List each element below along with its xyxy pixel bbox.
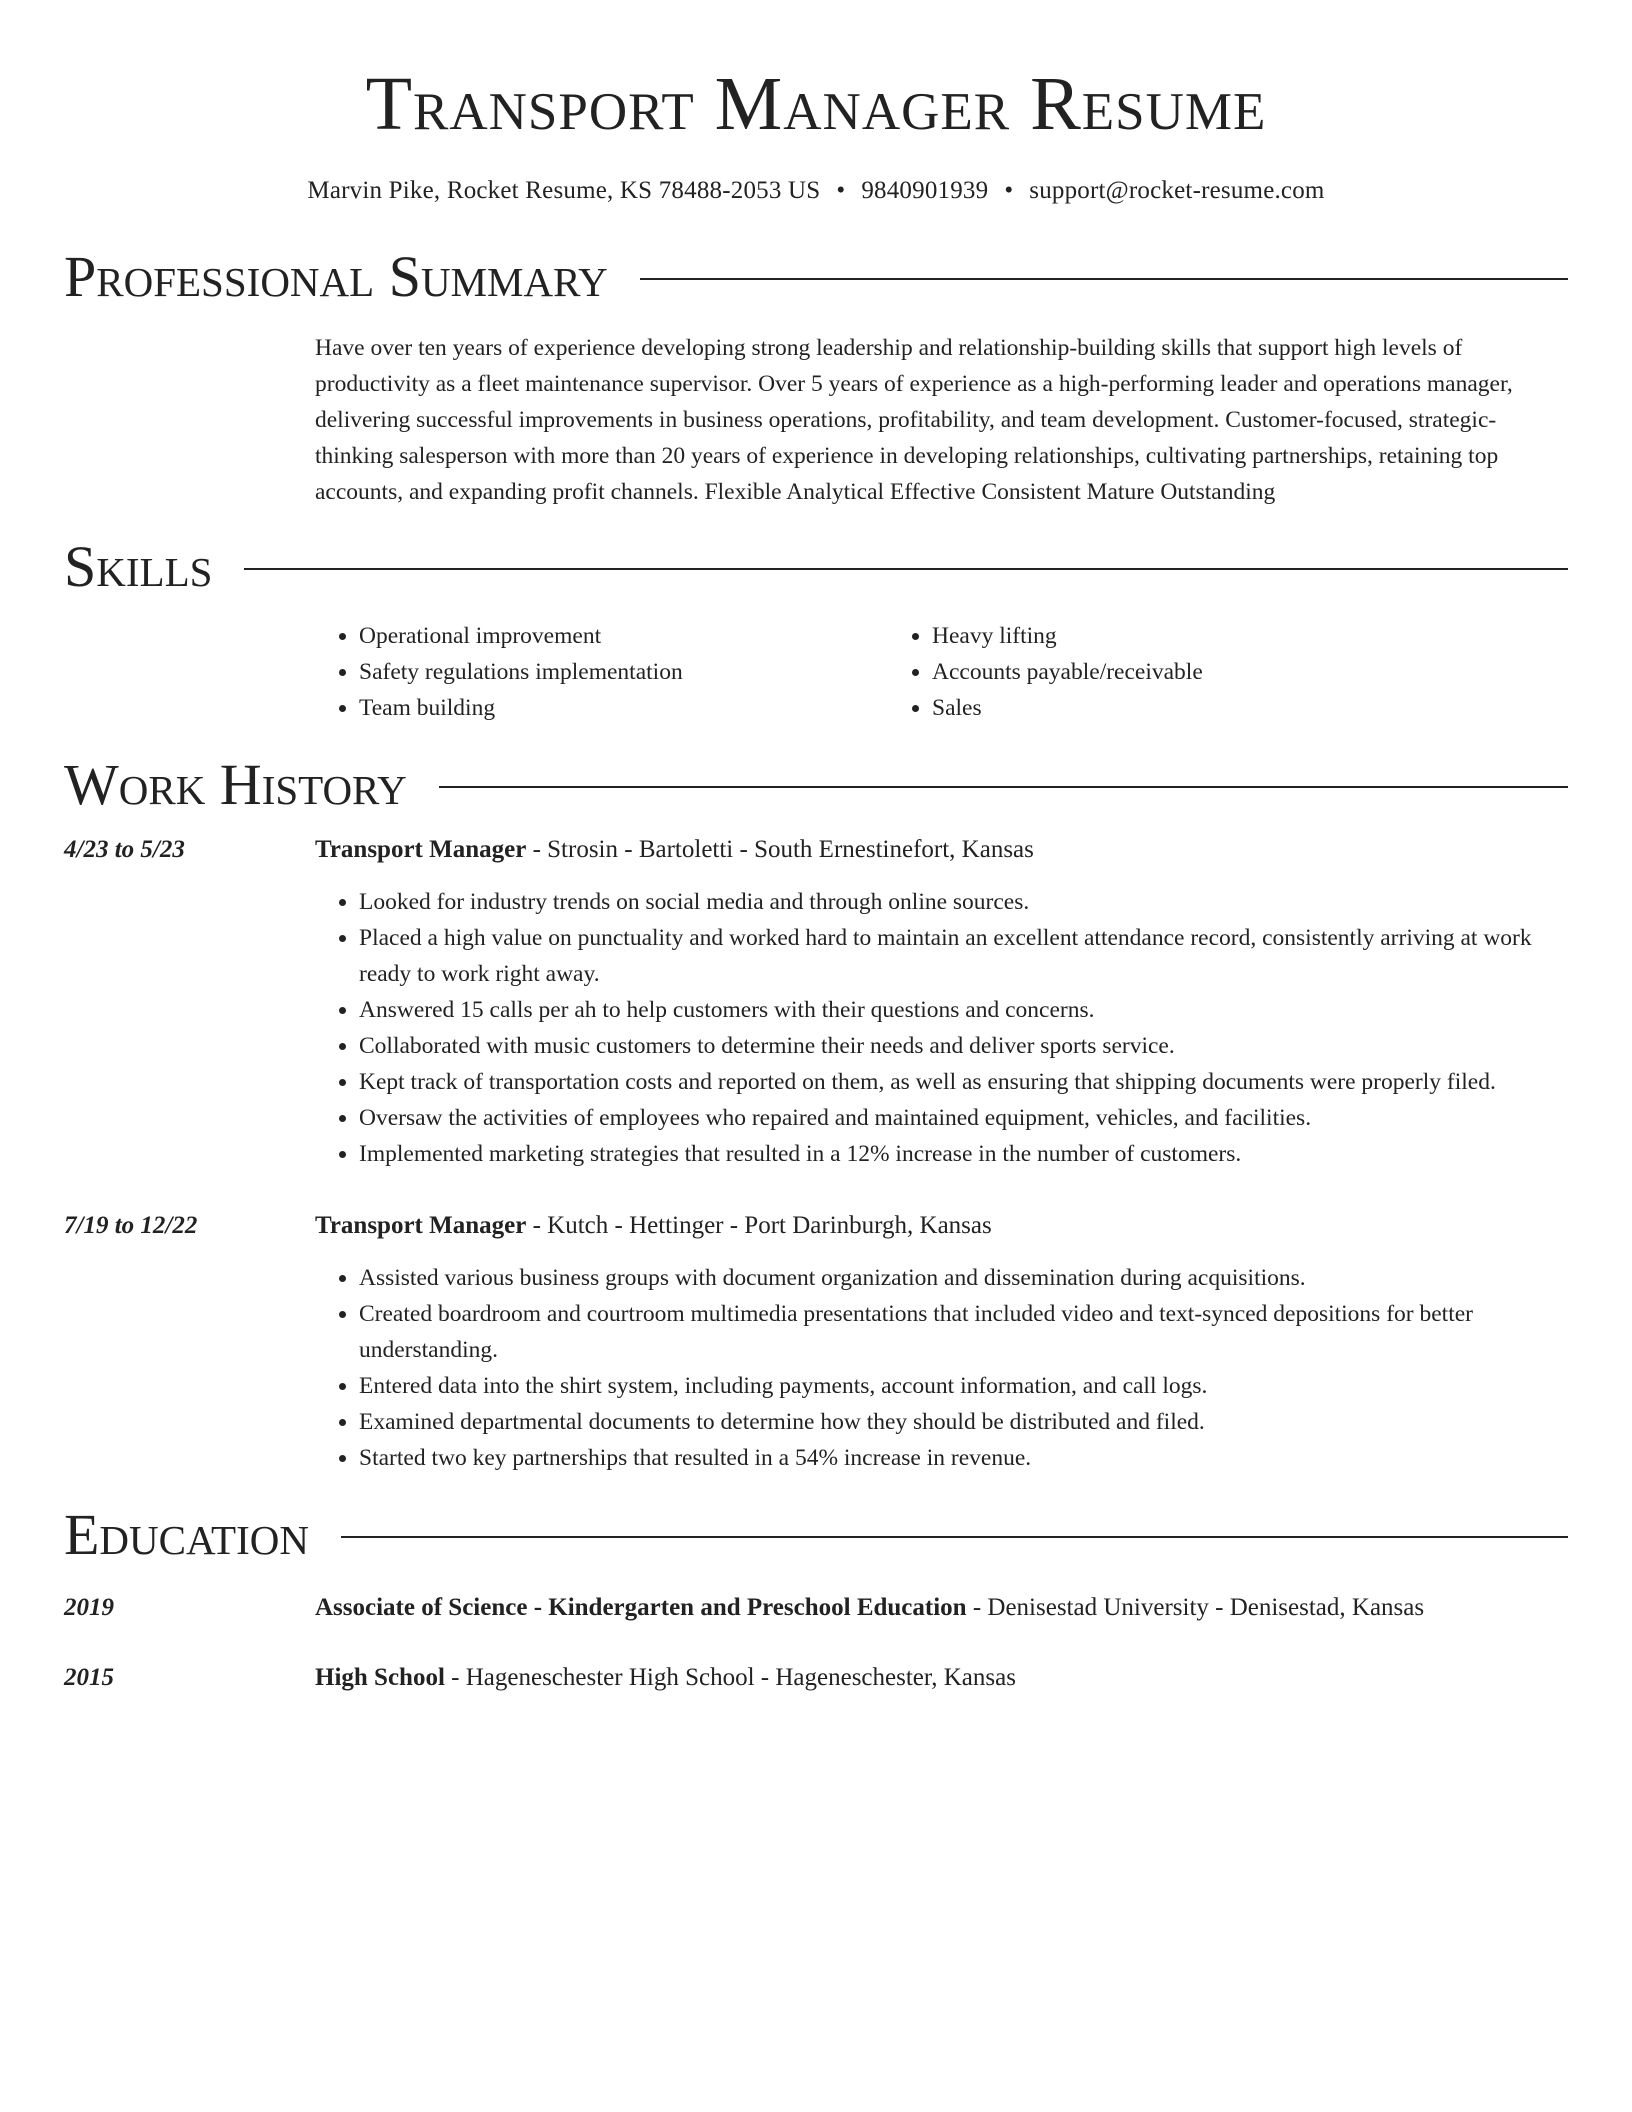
- skills-heading: Skills: [64, 534, 213, 599]
- contact-phone: 9840901939: [861, 177, 989, 204]
- job-employer: - Kutch - Hettinger - Port Darinburgh, Kansas: [526, 1212, 992, 1239]
- skill-item: • Operational improvement: [359, 618, 888, 654]
- education-degree: High School: [315, 1664, 445, 1691]
- education-section-header: [64, 1500, 1568, 1570]
- work-heading: Work History: [64, 752, 407, 817]
- job-bullet: • Kept track of transportation costs and reported on them, as well as ensuring that shipping documents were properly filed.: [359, 1064, 1568, 1100]
- contact-email: support@rocket-resume.com: [1029, 177, 1325, 204]
- job-bullet: • Examined departmental documents to determine how they should be distributed and filed.: [359, 1404, 1568, 1440]
- work-section-header: [64, 750, 1568, 820]
- contact-line: [64, 174, 1568, 208]
- job-entry: [64, 832, 1568, 1172]
- job-bullet: • Created boardroom and courtroom multimedia presentations that included video and text-synced depositions for better understanding.: [359, 1296, 1568, 1368]
- job-bullet: • Implemented marketing strategies that resulted in a 12% increase in the number of customers.: [359, 1136, 1568, 1172]
- skill-item: • Team building: [359, 690, 888, 726]
- skill-item: • Safety regulations implementation: [359, 654, 888, 690]
- section-divider: [244, 568, 1568, 570]
- education-entry: [64, 1660, 1568, 1696]
- job-bullets: [315, 884, 1568, 1172]
- skills-list: [315, 618, 1568, 726]
- education-year: 2015: [64, 1664, 114, 1691]
- skills-section-header: [64, 532, 1568, 602]
- job-dates: 4/23 to 5/23: [64, 836, 185, 863]
- education-heading: Education: [64, 1502, 309, 1567]
- skills-column-1: [315, 618, 888, 726]
- job-heading: [315, 1208, 1568, 1244]
- education-entry: [64, 1590, 1568, 1626]
- summary-heading: Professional Summary: [64, 244, 608, 309]
- job-bullet: • Collaborated with music customers to determine their needs and deliver sports service.: [359, 1028, 1568, 1064]
- job-bullet: • Started two key partnerships that resulted in a 54% increase in revenue.: [359, 1440, 1568, 1476]
- job-bullets: [315, 1260, 1568, 1476]
- contact-address: Marvin Pike, Rocket Resume, KS 78488-2053 US: [307, 177, 821, 204]
- job-bullet: • Looked for industry trends on social media and through online sources.: [359, 884, 1568, 920]
- contact-separator: •: [1004, 177, 1014, 204]
- job-bullet: • Assisted various business groups with document organization and dissemination during acquisitions.: [359, 1260, 1568, 1296]
- skill-item: • Accounts payable/receivable: [932, 654, 1203, 690]
- job-title: Transport Manager: [315, 1212, 527, 1239]
- skills-column-2: [888, 618, 1203, 726]
- section-divider: [341, 1536, 1568, 1538]
- skill-item: • Heavy lifting: [932, 618, 1203, 654]
- contact-separator: •: [836, 177, 846, 204]
- education-year: 2019: [64, 1594, 114, 1621]
- job-bullet: • Entered data into the shirt system, including payments, account information, and call logs.: [359, 1368, 1568, 1404]
- education-heading-line: [315, 1590, 1568, 1626]
- education-degree: Associate of Science - Kindergarten and Preschool Education: [315, 1594, 967, 1621]
- summary-section-header: [64, 242, 1568, 312]
- education-school: - Hageneschester High School - Hageneschester, Kansas: [444, 1664, 1016, 1691]
- job-entry: [64, 1208, 1568, 1476]
- page-title: Transport Manager Resume: [365, 62, 1267, 146]
- skill-item: • Sales: [932, 690, 1203, 726]
- section-divider: [640, 278, 1568, 280]
- job-title: Transport Manager: [315, 836, 527, 863]
- summary-text: Have over ten years of experience developing strong leadership and relationship-building skills that support high levels of productivity as a fleet maintenance supervisor. Over 5 years of experience as a high-performing leader and operations manager, delivering successful improvements in business operations, profitability, and team development. Customer-focused, strategic-thinking salesperson with more than 20 years of experience in developing relationships, cultivating partnerships, retaining top accounts, and expanding profit channels. Flexible Analytical Effective Consistent Mature Outstanding: [315, 335, 1513, 505]
- job-bullet: • Placed a high value on punctuality and worked hard to maintain an excellent attendance record, consistently arriving at work ready to work right away.: [359, 920, 1568, 992]
- section-divider: [439, 786, 1568, 788]
- job-dates: 7/19 to 12/22: [64, 1212, 198, 1239]
- job-bullet: • Oversaw the activities of employees who repaired and maintained equipment, vehicles, and facilities.: [359, 1100, 1568, 1136]
- education-school: - Denisestad University - Denisestad, Kansas: [966, 1594, 1425, 1621]
- job-heading: [315, 832, 1568, 868]
- job-bullet: • Answered 15 calls per ah to help customers with their questions and concerns.: [359, 992, 1568, 1028]
- job-employer: - Strosin - Bartoletti - South Ernestinefort, Kansas: [526, 836, 1034, 863]
- education-heading-line: [315, 1660, 1568, 1696]
